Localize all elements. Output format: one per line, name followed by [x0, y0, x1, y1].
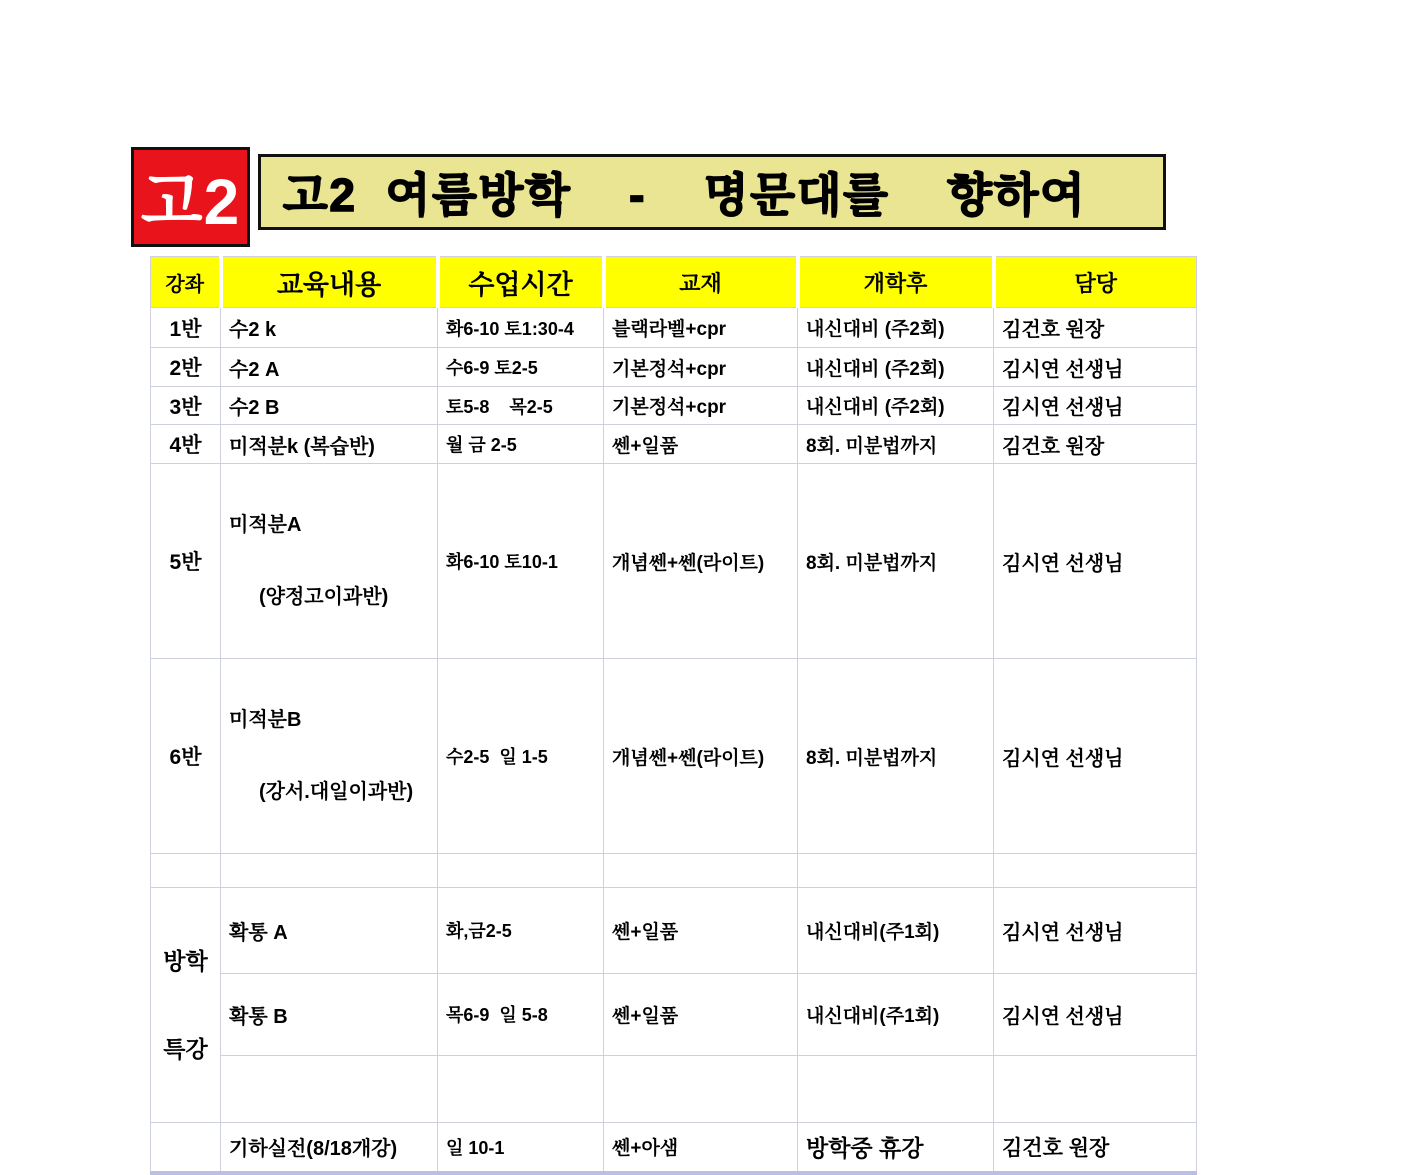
- cell-empty: [151, 1123, 221, 1173]
- cell-after-school: 내신대비 (주2회): [798, 308, 994, 348]
- cell-content: 수2 A: [221, 348, 438, 387]
- cell-content: 확통 B: [221, 973, 438, 1055]
- table-row: [151, 308, 1197, 348]
- cell-teacher: 김건호 원장: [994, 425, 1197, 464]
- cell-time: 화6-10 토10-1: [438, 464, 604, 659]
- cell-class-no: 2반: [151, 348, 221, 387]
- header-class: 강좌: [151, 257, 221, 308]
- cell-empty: [994, 854, 1197, 888]
- content-line1: 미적분A: [229, 514, 302, 536]
- table-row: [151, 464, 1197, 659]
- table-row: [151, 1123, 1197, 1173]
- cell-content: [221, 464, 438, 659]
- content-line1: 미적분B: [229, 709, 302, 731]
- header-after-school: 개학후: [798, 257, 994, 308]
- vacation-section-label: [151, 888, 221, 1123]
- cell-after-school: 8회. 미분법까지: [798, 425, 994, 464]
- cell-content: [221, 659, 438, 854]
- cell-book: 기본정석+cpr: [604, 387, 798, 425]
- cell-after-school: 방학중 휴강: [798, 1123, 994, 1173]
- cell-class-no: 5반: [151, 464, 221, 659]
- cell-empty: [798, 854, 994, 888]
- spacer-row: [151, 854, 1197, 888]
- table-row: [151, 348, 1197, 387]
- cell-teacher: 김시연 선생님: [994, 973, 1197, 1055]
- cell-teacher: 김시연 선생님: [994, 464, 1197, 659]
- cell-time: 수2-5 일 1-5: [438, 659, 604, 854]
- schedule-table: [150, 256, 1197, 1175]
- cell-empty: [151, 854, 221, 888]
- cell-empty: [604, 1055, 798, 1122]
- cell-teacher: 김시연 선생님: [994, 888, 1197, 974]
- grade-badge-label: 고2: [140, 166, 241, 238]
- vacation-label-line1: 방학: [163, 948, 208, 974]
- table-row: [151, 659, 1197, 854]
- cell-empty: [438, 1055, 604, 1122]
- cell-time: 월 금 2-5: [438, 425, 604, 464]
- cell-book: 쎈+아샘: [604, 1123, 798, 1173]
- cell-teacher: 김시연 선생님: [994, 659, 1197, 854]
- cell-teacher: 김건호 원장: [994, 1123, 1197, 1173]
- cell-after-school: 내신대비 (주2회): [798, 387, 994, 425]
- cell-time: 수6-9 토2-5: [438, 348, 604, 387]
- cell-teacher: 김시연 선생님: [994, 348, 1197, 387]
- cell-book: 개념쎈+쎈(라이트): [604, 659, 798, 854]
- cell-content: 확통 A: [221, 888, 438, 974]
- cell-time: 화6-10 토1:30-4: [438, 308, 604, 348]
- cell-content: 미적분k (복습반): [221, 425, 438, 464]
- cell-book: 블랙라벨+cpr: [604, 308, 798, 348]
- cell-book: 기본정석+cpr: [604, 348, 798, 387]
- cell-class-no: 4반: [151, 425, 221, 464]
- cell-after-school: 내신대비(주1회): [798, 888, 994, 974]
- cell-class-no: 3반: [151, 387, 221, 425]
- header-time: 수업시간: [438, 257, 604, 308]
- cell-content: 기하실전(8/18개강): [221, 1123, 438, 1173]
- table-row: [151, 425, 1197, 464]
- table-row: [151, 387, 1197, 425]
- page-title: 고2 여름방학 - 명문대를 향하여: [283, 169, 1087, 221]
- cell-time: 토5-8 목2-5: [438, 387, 604, 425]
- content-line2: (강서.대일이과반): [259, 781, 414, 803]
- spacer-row: [151, 1055, 1197, 1122]
- grade-badge: [131, 147, 250, 247]
- header-teacher: 담당: [994, 257, 1197, 308]
- cell-class-no: 1반: [151, 308, 221, 348]
- cell-after-school: 내신대비 (주2회): [798, 348, 994, 387]
- cell-empty: [798, 1055, 994, 1122]
- cell-book: 쎈+일품: [604, 973, 798, 1055]
- cell-after-school: 8회. 미분법까지: [798, 659, 994, 854]
- cell-time: 일 10-1: [438, 1123, 604, 1173]
- cell-time: 목6-9 일 5-8: [438, 973, 604, 1055]
- cell-empty: [221, 1055, 438, 1122]
- cell-after-school: 내신대비(주1회): [798, 973, 994, 1055]
- cell-book: 개념쎈+쎈(라이트): [604, 464, 798, 659]
- table-row: [151, 973, 1197, 1055]
- cell-empty: [221, 854, 438, 888]
- cell-time: 화,금2-5: [438, 888, 604, 974]
- cell-class-no: 6반: [151, 659, 221, 854]
- cell-content: 수2 B: [221, 387, 438, 425]
- content-line2: (양정고이과반): [259, 586, 389, 608]
- cell-after-school: 8회. 미분법까지: [798, 464, 994, 659]
- cell-teacher: 김건호 원장: [994, 308, 1197, 348]
- table-row: [151, 888, 1197, 974]
- title-banner: [258, 154, 1166, 230]
- cell-content: 수2 k: [221, 308, 438, 348]
- cell-book: 쎈+일품: [604, 425, 798, 464]
- cell-empty: [438, 854, 604, 888]
- cell-empty: [604, 854, 798, 888]
- cell-empty: [994, 1055, 1197, 1122]
- header-content: 교육내용: [221, 257, 438, 308]
- cell-teacher: 김시연 선생님: [994, 387, 1197, 425]
- header-row: [151, 257, 1197, 308]
- vacation-label-line2: 특강: [163, 1036, 208, 1062]
- cell-book: 쎈+일품: [604, 888, 798, 974]
- header-book: 교재: [604, 257, 798, 308]
